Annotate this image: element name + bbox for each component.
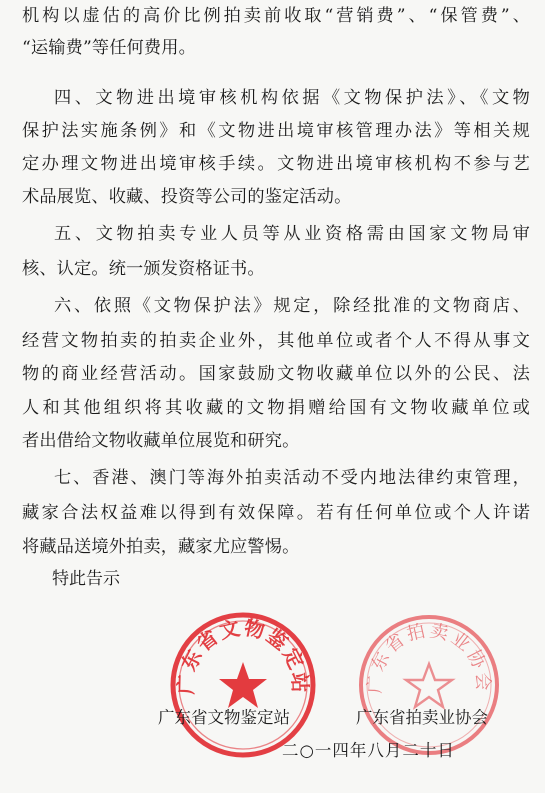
paragraph-6-line-5: 者出借给文物收藏单位展览和研究。 (22, 431, 300, 451)
body-line-1: 机构以虚估的高价比例拍卖前收取“营销费”、“保管费”、 (22, 6, 530, 26)
paragraph-7-line-1: 七、香港、澳门等海外拍卖活动不受内地法律约束管理， (54, 468, 530, 488)
paragraph-6-line-3: 物的商业经营活动。国家鼓励文物收藏单位以外的公民、法 (22, 364, 530, 384)
closing-text: 特此告示 (52, 569, 120, 589)
paragraph-4-line-2: 保护法实施条例》和《文物进出境审核管理办法》等相关规 (22, 121, 530, 141)
svg-text:广东省文物鉴定站: 广东省文物鉴定站 (173, 615, 313, 695)
signatory-relic-appraisal-station: 广东省文物鉴定站 (158, 708, 290, 727)
signatory-auction-association: 广东省拍卖业协会 (356, 708, 488, 727)
paragraph-6-line-2: 经营文物拍卖的拍卖企业外，其他单位或者个人不得从事文 (22, 331, 530, 351)
seal-guangdong-auction-association (356, 612, 502, 758)
body-line-2: “运输费”等任何费用。 (22, 38, 196, 58)
paragraph-7-line-3: 将藏品送境外拍卖，藏家尤应警惕。 (22, 537, 300, 557)
seal-guangdong-relic-appraisal-station (168, 610, 318, 760)
paragraph-5-line-1: 五、文物拍卖专业人员等从业资格需由国家文物局审 (54, 224, 530, 244)
paragraph-6-line-4: 人和其他组织将其收藏的文物捐赠给国有文物收藏单位或 (22, 398, 530, 418)
paragraph-7-line-2: 藏家合法权益难以得到有效保障。若有任何单位或个人许诺 (22, 503, 530, 523)
paragraph-4-line-3: 定办理文物进出境审核手续。文物进出境审核机构不参与艺 (22, 154, 530, 174)
paragraph-6-line-1: 六、依照《文物保护法》规定，除经批准的文物商店、 (54, 296, 530, 316)
svg-text:广东省拍卖业协会: 广东省拍卖业协会 (364, 620, 494, 694)
paragraph-5-line-2: 核、认定。统一颁发资格证书。 (22, 259, 265, 279)
document-date: 二○一四年八月二十日 (282, 741, 455, 760)
paragraph-4-line-1: 四、文物进出境审核机构依据《文物保护法》、《文物 (54, 88, 530, 108)
paragraph-4-line-4: 术品展览、收藏、投资等公司的鉴定活动。 (22, 187, 352, 207)
